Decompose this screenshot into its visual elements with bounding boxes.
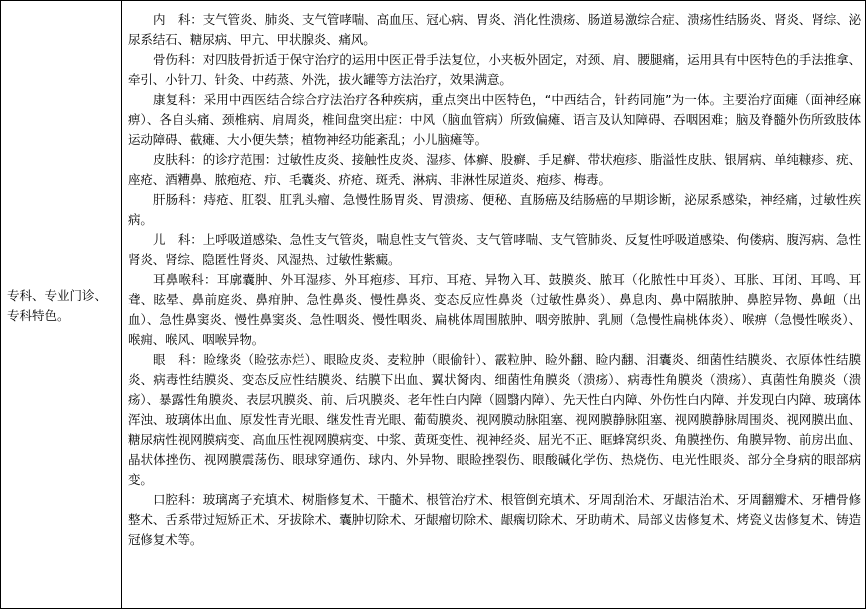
entry-orthopedics xyxy=(128,50,861,90)
dept-separator: ： xyxy=(190,52,203,67)
entry-pediatrics xyxy=(128,230,861,270)
dept-name: 骨伤科 xyxy=(153,52,191,67)
dept-text: 玻璃离子充填术、树脂修复术、干髓术、根管治疗术、根管倒充填术、牙周刮治术、牙龈洁治术、牙周翻瓣术、牙槽骨修整术、舌系带过短矫正术、牙拔除术、囊肿切除术、牙龈瘤切除术、龈瘸切除术、牙助萌术、局部义齿修复术、烤瓷义齿修复术、铸造冠修复术等。 xyxy=(128,492,861,547)
table-row xyxy=(1,1,866,609)
dept-name: 口腔科 xyxy=(153,492,191,507)
dept-name: 儿 科 xyxy=(153,232,191,247)
dept-separator: ： xyxy=(190,12,203,27)
dept-text: 采用中西医结合综合疗法治疗各种疾病，重点突出中医特色，“中西结合，针药同施”为一体。主要治疗面瘫（面神经麻痹）、各自头痛、颈椎病、肩周炎，椎间盘突出症：中风（脑血管病）所致偏瘫、语言及认知障碍、吞咽困难；脑及脊髓外伤所致肢体运动障碍、截瘫、大小便失禁；植物神经功能紊乱；小儿脑瘫等。 xyxy=(128,92,861,147)
dept-separator: ： xyxy=(190,192,204,207)
dept-separator: ： xyxy=(190,492,203,507)
category-cell xyxy=(1,1,122,609)
dept-name: 眼 科 xyxy=(153,352,191,367)
departments-cell xyxy=(122,1,866,609)
dept-separator: ： xyxy=(190,352,204,367)
entry-rehabilitation xyxy=(128,90,861,150)
entry-internal-medicine xyxy=(128,10,861,50)
dept-text: 上呼吸道感染、急性支气管炎，喘息性支气管炎、支气管哮喘、支气管肺炎、反复性呼吸道感染、佝偻病、腹泻病、急性肾炎、肾综、隐匿性肾炎、风湿热、过敏性紫癜。 xyxy=(128,232,861,267)
dept-text: 睑缘炎（睑弦赤烂）、眼睑皮炎、麦粒肿（眼偷针）、霰粒肿、睑外翻、睑内翻、泪囊炎、细菌性结膜炎、衣原体性结膜炎、病毒性结膜炎、变态反应性结膜炎、结膜下出血、翼状胬肉、细菌性角膜炎（溃疡）、病毒性角膜炎（溃疡）、真菌性角膜炎（溃疡）、暴露性角膜炎、表层巩膜炎、前、后巩膜炎、老年性白内障（圆翳内障）、先天性白内障、外伤性白内障、并发现白内障、玻璃体浑浊、玻璃体出血、原发性青光眼、继发性青光眼、葡萄膜炎、视网膜动脉阻塞、视网膜静脉阻塞、视网膜静脉周围炎、视网膜出血、糖尿病性视网膜病变、高血压性视网膜病变、中浆、黄斑变性、视神经炎、屈光不正、眶蜂窝织炎、角膜挫伤、角膜异物、前房出血、晶状体挫伤、视网膜震荡伤、眼球穿通伤、球内、外异物、眼睑挫裂伤、眼酸碱化学伤、热烧伤、电光性眼炎、部分全身病的眼部病变。 xyxy=(128,352,861,487)
dept-name: 康复科 xyxy=(153,92,191,107)
dept-name: 内 科 xyxy=(153,12,191,27)
dept-separator: ： xyxy=(190,232,203,247)
departments-list xyxy=(122,1,865,550)
dept-text: 的诊疗范围：过敏性皮炎、接触性皮炎、湿疹、体癣、股癣、手足癣、带状疱疹、脂溢性皮肤、银屑病、单纯糠疹、疣、座疮、酒糟鼻、脓疱疮、疖、毛囊炎、疥疮、斑秃、淋病、非淋性尿道炎、疱疹、梅毒。 xyxy=(128,152,861,187)
entry-ent xyxy=(128,270,861,350)
dept-name: 肝肠科 xyxy=(153,192,191,207)
entry-dermatology xyxy=(128,150,861,190)
dept-text: 支气管炎、肺炎、支气管哮喘、高血压、冠心病、胃炎、消化性溃疡、肠道易激综合症、溃疡性结肠炎、肾炎、肾综、泌尿系结石、糖尿病、甲亢、甲状腺炎、痛风。 xyxy=(128,12,861,47)
entry-anorectal xyxy=(128,190,861,230)
category-label: 专科、专业门诊、专科特色。 xyxy=(7,288,108,323)
dept-separator: ： xyxy=(204,272,217,287)
dept-name: 耳鼻喉科 xyxy=(153,272,205,287)
entry-ophthalmology xyxy=(128,350,861,490)
dept-name: 皮肤科 xyxy=(153,152,191,167)
dept-separator: ： xyxy=(190,92,204,107)
dept-text: 对四肢骨折适于保守治疗的运用中医正骨手法复位，小夹板外固定，对颈、肩、腰腿痛，运用具有中医特色的手法推拿、牵引、小针刀、针灸、中药蒸、外洗，拔火罐等方法治疗，效果满意。 xyxy=(128,52,861,87)
dept-separator: ： xyxy=(190,152,203,167)
entry-stomatology xyxy=(128,490,861,550)
dept-text: 痔疮、肛裂、肛乳头瘤、急慢性肠胃炎、胃溃疡、便秘、直肠癌及结肠癌的早期诊断，泌尿系感染，神经痛，过敏性疾病。 xyxy=(128,192,862,227)
dept-text: 耳廓囊肿、外耳湿疹、外耳疱疹、耳疖、耳疮、异物入耳、鼓膜炎、脓耳（化脓性中耳炎）、耳胀、耳闭、耳鸣、耳聋、眩晕、鼻前庭炎、鼻疳肿、急性鼻炎、慢性鼻炎、变态反应性鼻炎（过敏性鼻炎）、鼻息肉、鼻中隔脓肿、鼻腔异物、鼻衄（出血）、急性鼻窦炎、慢性鼻窦炎、急性咽炎、慢性咽炎、扁桃体周围脓肿、咽旁脓肿、乳厕（急慢性扁桃体炎）、喉痹（急慢性喉炎）、喉痈、喉风、咽喉异物。 xyxy=(128,272,861,347)
